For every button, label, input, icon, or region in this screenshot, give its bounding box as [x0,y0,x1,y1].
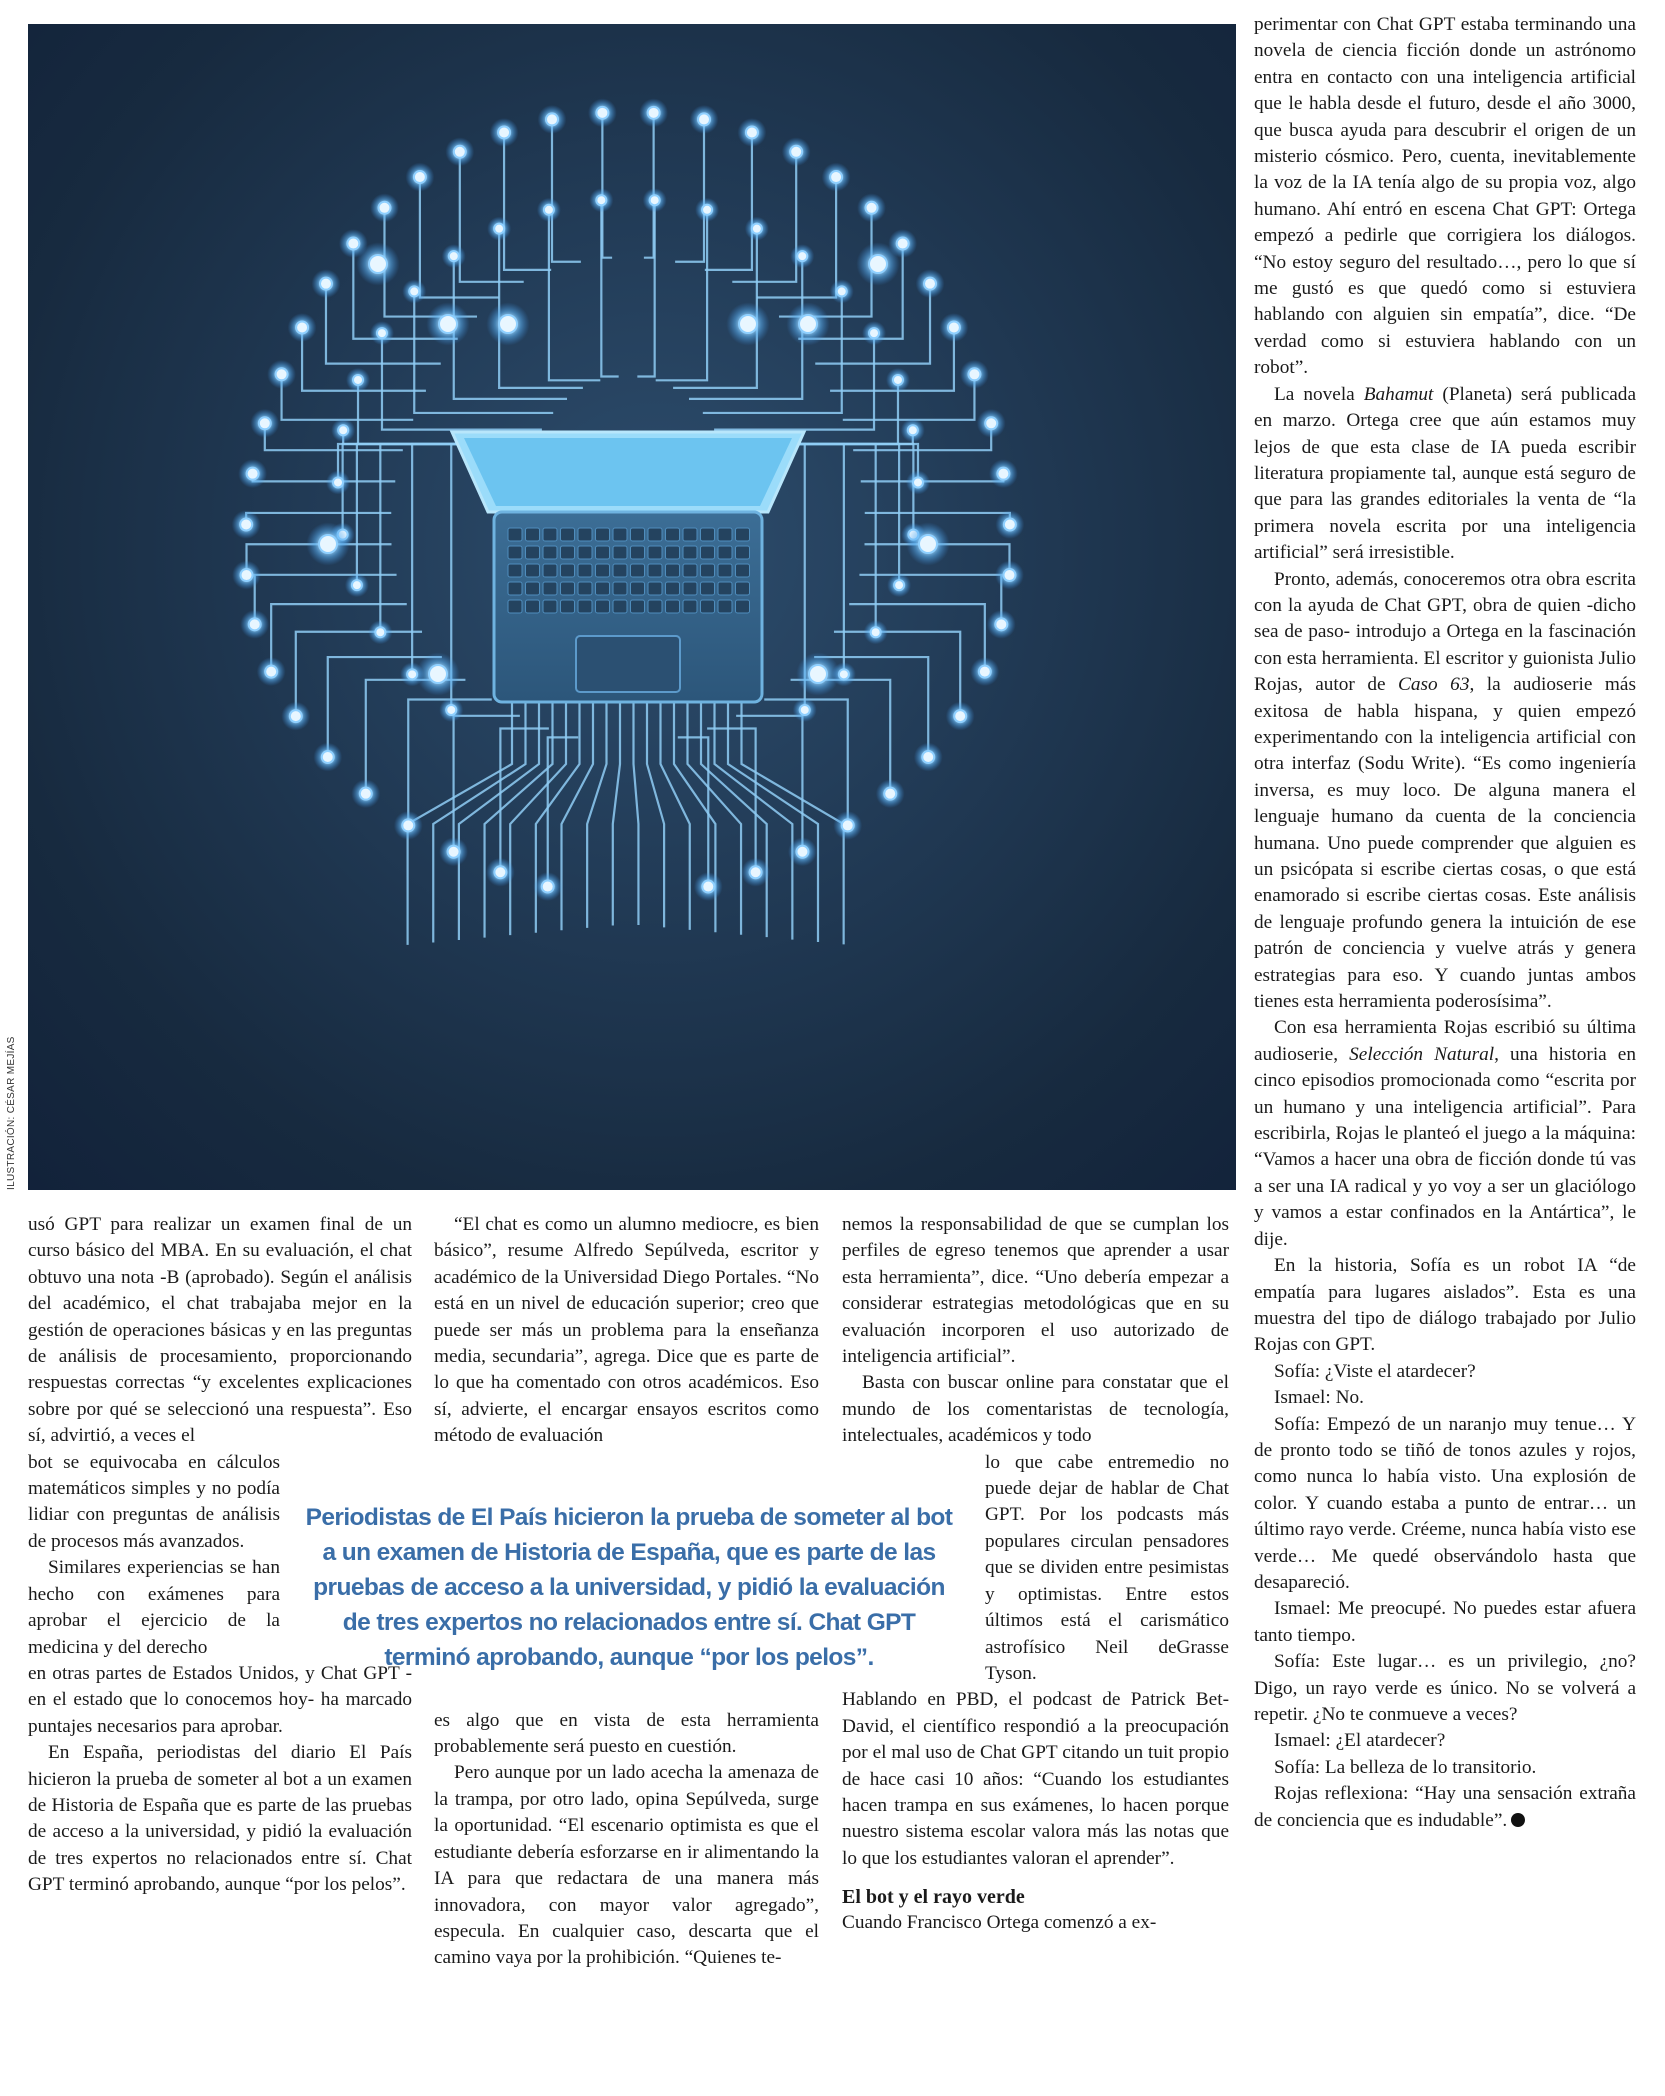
circuit-node [360,788,372,800]
circuit-trace [485,702,553,938]
keyboard-key [718,582,732,595]
circuit-node [884,788,896,800]
keyboard-key [648,564,662,577]
paragraph: perimentar con Chat GPT estaba terminando una novela de ciencia ficción donde un astrónomo entra en contacto con una inteligencia artificial que le habla desde el futuro, desde el año 3000, que busca ayuda para descubrir el origen de un misterio cósmico. Pero, cuenta, inevitablemente la voz de la IA tenía algo de su propia voz, algo humano. Ahí entró en escena Chat GPT: Ortega empezó a pedirle que corrigiera los diálogos. “No estoy seguro del resultado…, pero lo que sí me gustó es que quedó como si estuviera hablando con alguien sin empatía”, dice. “De verdad como si estuviera hablando con un robot”. [1254,14,1636,379]
dialogue-line: Ismael: Me preocupé. No puedes estar afuera tanto tiempo. [1254,1598,1636,1646]
illustration-credit: ILUSTRACIÓN: CÉSAR MEJÍAS [6,1036,17,1190]
keyboard-key [526,528,540,541]
dialogue-line: Sofía: Este lugar… es un privilegio, ¿no? Digo, un rayo verde es único. No se volverá a repetir. ¿No te conmueve a veces? [1254,1651,1636,1725]
section-subhead: El bot y el rayo verde [842,1886,1025,1909]
circuit-node [369,255,387,273]
circuit-node [338,425,348,435]
circuit-node [446,705,456,715]
circuit-node [809,665,827,683]
paragraph: es algo que en vista de esta herramienta probablemente será puesto en cuestión. [434,1709,819,1758]
circuit-node [352,580,362,590]
dialogue-line: Ismael: ¿El atardecer? [1274,1730,1446,1752]
keyboard-key [701,582,715,595]
circuit-node [922,751,934,763]
circuit-node [752,224,762,234]
keyboard-key [736,546,750,559]
circuit-node [353,375,363,385]
keyboard-key [683,600,697,613]
keyboard-key [613,546,627,559]
circuit-node [893,375,903,385]
keyboard-key [666,564,680,577]
circuit-trace [549,210,600,381]
paragraph: Con esa herramienta Rojas escribió su última audioserie, Selección Natural, una historia en cinco episodios promocionada como “escrita por un humano y una inteligencia artificial”. Para escribirla, Rojas le planteó el juego a la máquina: “Vamos a hacer una obra de ficción donde tú vas a ser una IA radical y yo voy a ser un glaciólogo y vamos a estar confinados en la Antártica”, le dije. [1254,1017,1637,1250]
keyboard-key [543,564,557,577]
circuit-trace [255,575,397,625]
circuit-node [290,710,302,722]
circuit-trace [613,702,620,925]
paragraph: nemos la responsabilidad de que se cumplan los perfiles de egreso tenemos que aprender a usar esta herramienta”, dice. “Uno debería empezar a considerar estrategias metodológicas que en su evaluación incorporen el uso autorizado de inteligencia artificial”. [842,1214,1229,1368]
circuit-node [746,126,758,138]
circuit-trace [859,575,1001,625]
keyboard-key [526,564,540,577]
circuit-trace [459,702,539,940]
circuit-trace [714,333,874,430]
keyboard-key [578,546,592,559]
end-mark-icon [1511,1813,1525,1827]
keyboard-key [666,600,680,613]
keyboard-key [666,546,680,559]
column-4 [1254,12,1636,1834]
paragraph: Pero aunque por un lado acecha la amenaza de la trampa, por otro lado, opina Sepúlveda, surge la oportunidad. “El escenario optimista es que el estudiante debería esforzarse en ir alimentando la IA para que redactara de una manera más innovadora, con mayor valor agregado”, especula. En cualquier caso, descarta que el camino vaya por la prohibición. “Quienes te- [434,1762,819,1969]
keyboard-key [508,528,522,541]
circuit-node [954,710,966,722]
circuit-node [897,238,909,250]
keyboard-key [736,528,750,541]
circuit-node [247,468,259,480]
paragraph: lo que cabe entremedio no puede dejar de hablar de Chat GPT. Por los podcasts más populares circulan pensadores que se dividen entre pesimistas y optimistas. Entre estos últimos está el carismático astrofísico Neil deGrasse Tyson. [985,1451,1229,1684]
keyboard-key [718,546,732,559]
circuit-node [259,417,271,429]
circuit-node [799,315,817,333]
circuit-node [995,618,1007,630]
circuit-node [924,278,936,290]
keyboard-key [526,546,540,559]
keyboard-key [561,564,575,577]
circuit-node [830,171,842,183]
paragraph: En España, periodistas del diario El País hicieron la prueba de someter al bot a un examen de Historia de España que es parte de las pruebas de acceso a la universidad, y pidió la evaluación de tres expertos no relacionados entre sí. Chat GPT terminó aprobando, aunque “por los pelos”. [28,1742,412,1896]
keyboard-key [613,564,627,577]
book-title: Bahamut [1363,383,1434,405]
keyboard-key [683,528,697,541]
circuit-node [499,315,517,333]
series-title: Caso 63 [1398,674,1470,696]
paragraph: “El chat es como un alumno mediocre, es bien básico”, resume Alfredo Sepúlveda, escritor y académico de la Universidad Diego Portales. “No está en un nivel de educación superior; creo que puede ser más un problema para la enseñanza media, secundaria”, agrega. Dice que es parte de lo que ha comentado con otros académicos. Eso sí, advierte, el encargar ensayos escritos como método de evaluación [434,1214,819,1447]
circuit-node [322,751,334,763]
keyboard-key [596,564,610,577]
circuit-node [1003,569,1015,581]
circuit-node [449,251,459,261]
paragraph: usó GPT para realizar un examen final de un curso básico del MBA. En su evaluación, el chat obtuvo una nota -B (aprobado). Según el análisis del académico, el chat trabajaba mejor en la gestión de operaciones básicas y en las preguntas de análisis de procesamiento, proporcionando respuestas correctas “y excelentes explicaciones sobre por qué se seleccionó una respuesta”. Eso sí, advirtió, a veces el [28,1214,412,1447]
circuit-node [871,627,881,637]
circuit-node [596,107,608,119]
keyboard-key [561,528,575,541]
keyboard-key [701,528,715,541]
circuit-node [319,535,337,553]
keyboard-key [596,582,610,595]
circuit-node [866,202,878,214]
keyboard-key [578,582,592,595]
keyboard-key [508,600,522,613]
keyboard-key [648,600,662,613]
keyboard-key [596,528,610,541]
keyboard-key [718,528,732,541]
circuit-node [650,195,660,205]
keyboard-key [543,600,557,613]
dialogue-line: Sofía: La belleza de lo transitorio. [1274,1756,1537,1778]
circuit-node [908,425,918,435]
circuit-node [320,278,332,290]
circuit-node [869,255,887,273]
circuit-trace [732,152,796,282]
keyboard-key [631,582,645,595]
keyboard-key [526,600,540,613]
keyboard-key [666,528,680,541]
circuit-node [596,195,606,205]
dialogue-line: Sofía: Empezó de un naranjo muy tenue… Y de pronto todo se tiñó de tonos azules y rojos, como nunca lo había visto. Una explosión de color. Y cuando estaba a punto de entrar… un último rayo verde. Créeme, nunca había visto ese verde… Me quedé observándolo hasta que desapareció. [1254,1413,1636,1593]
circuit-node [347,238,359,250]
circuit-node [378,202,390,214]
circuit-node [542,881,554,893]
keyboard-key [718,600,732,613]
paragraph: Hablando en PBD, el podcast de Patrick Bet-David, el científico respondió a la preocupación por el mal uso de Chat GPT citando un tuit propio de hace casi 10 años: “Cuando los estudiantes hacen trampa en sus exámenes, lo hacen porque nuestro sistema escolar valora más las notas que lo que los estudiantes valoran el aprender”. [842,1689,1229,1869]
circuit-brain-graphic [28,24,1236,1190]
circuit-trace [246,513,391,525]
keyboard-key [596,546,610,559]
keyboard-key [631,564,645,577]
keyboard-key [683,582,697,595]
keyboard-key [508,546,522,559]
circuit-trace [460,152,524,282]
circuit-trace [602,113,612,258]
circuit-node [241,569,253,581]
circuit-node [409,286,419,296]
circuit-node [739,315,757,333]
circuit-node [448,846,460,858]
circuit-node [797,251,807,261]
paragraph: La novela Bahamut (Planeta) será publicada en marzo. Ortega cree que aún estamos muy lejos de que esta clase de IA pueda escribir literatura propiamente tal, aunque está seguro de que para las grandes editoriales la venta de “la primera novela escrita por una inteligencia artificial” será irresistible. [1254,383,1637,564]
laptop-icon [452,432,804,702]
keyboard-key [648,582,662,595]
circuit-trace [634,702,639,925]
circuit-trace [701,702,767,937]
circuit-trace [587,702,606,928]
keyboard-key [666,582,680,595]
circuit-node [837,286,847,296]
circuit-node [240,519,252,531]
keyboard-key [578,600,592,613]
circuit-node [429,665,447,683]
circuit-node [979,666,991,678]
keyboard-key [631,528,645,541]
circuit-node [869,328,879,338]
keyboard-key [613,528,627,541]
circuit-node [494,224,504,234]
circuit-trace [382,333,542,430]
keyboard-key [718,564,732,577]
circuit-node [796,846,808,858]
keyboard-key [543,546,557,559]
circuit-node [842,819,854,831]
paragraph: Pronto, además, conoceremos otra obra escrita con la ayuda de Chat GPT, obra de quien -dicho sea de paso- introdujo a Ortega en la fascinación con esta herramienta. El escritor y guionista Julio Rojas, autor de Caso 63, la audioserie más exitosa de habla hispana, y quien empezó experimentando con la inteligencia artificial con otra interfaz (Sodu Write). “Es como ingeniería inversa, es muy loco. De alguna manera el lenguaje humano da cuenta de la conciencia humana. Uno puede comprender que alguien es un psicópata si escribe ciertas cosas, o que está enamorado si escribe ciertas cosas. Este análisis de lenguaje profundo genera la intuición de ese patrón de conciencia y vuelve atrás y genera estrategias para eso. Y cuando juntas ambos tienes esta herramienta poderosísima”. [1254,568,1636,1013]
circuit-node [790,146,802,158]
circuit-node [498,126,510,138]
circuit-node [249,618,261,630]
circuit-node [985,417,997,429]
keyboard-key [578,528,592,541]
keyboard-key [561,546,575,559]
paragraph: Similares experiencias se han hecho con exámenes para aprobar el ejercicio de la medicina y del derecho [28,1557,280,1658]
keyboard-key [613,600,627,613]
circuit-node [414,171,426,183]
circuit-node [913,477,923,487]
circuit-node [265,666,277,678]
circuit-node [494,866,506,878]
circuit-trace [678,737,709,886]
closing-paragraph: Rojas reflexiona: “Hay una sensación extraña de conciencia que es indudable”. [1254,1783,1636,1831]
keyboard-key [736,600,750,613]
brain-circuit-illustration [28,24,1236,1190]
keyboard-key [578,564,592,577]
circuit-node [454,146,466,158]
circuit-node [377,328,387,338]
circuit-node [948,322,960,334]
circuit-node [839,669,849,679]
keyboard-key [701,546,715,559]
keyboard-key [648,546,662,559]
circuit-node [333,477,343,487]
circuit-trace [637,200,654,376]
keyboard-key [526,582,540,595]
circuit-node [919,535,937,553]
pull-quote: Periodistas de El País hicieron la prueba de someter al bot a un examen de Historia de España, que es parte de las pruebas de acceso a la universidad, y pidió la evaluación de tres expertos no relacionados entre sí. Chat GPT terminó aprobando, aunque “por los pelos”. [305,1504,953,1671]
dialogue-line: Ismael: No. [1274,1387,1364,1409]
paragraph: bot se equivocaba en cálculos matemáticos simples y no podía lidiar con preguntas de análisis de procesos más avanzados. [28,1451,280,1552]
circuit-node [750,866,762,878]
circuit-trace [861,474,1004,482]
keyboard-key [613,582,627,595]
keyboard-key [631,546,645,559]
circuit-node [702,881,714,893]
paragraph: En la historia, Sofía es un robot IA “de empatía para lugares aislados”. Esta es una muestra del tipo de diálogo trabajado por Julio Rojas con GPT. [1254,1255,1636,1356]
circuit-trace [644,113,654,258]
circuit-node [800,705,810,715]
circuit-node [544,205,554,215]
keyboard-key [561,600,575,613]
circuit-node [1004,519,1016,531]
circuit-trace [656,210,707,381]
keyboard-key [648,528,662,541]
circuit-node [702,205,712,215]
keyboard-key [631,600,645,613]
circuit-trace [552,119,581,261]
circuit-node [968,368,980,380]
circuit-node [648,107,660,119]
circuit-node [407,669,417,679]
keyboard-key [561,582,575,595]
keyboard-key [701,600,715,613]
circuit-trace [715,702,793,940]
circuit-node [894,580,904,590]
circuit-node [698,113,710,125]
circuit-node [439,315,457,333]
paragraph: Basta con buscar online para constatar que el mundo de los comentaristas de tecnología, intelectuales, académicos y todo [842,1372,1229,1447]
circuit-trace [601,200,618,376]
keyboard-key [543,582,557,595]
circuit-trace [675,119,704,261]
keyboard-key [508,564,522,577]
paragraph: en otras partes de Estados Unidos, y Chat GPT -en el estado que lo conocemos hoy- ha marcado puntajes necesarios para aprobar. [28,1662,412,1737]
circuit-trace [253,474,396,482]
circuit-node [296,322,308,334]
keyboard-key [683,564,697,577]
paragraph: Cuando Francisco Ortega comenzó a ex- [842,1912,1157,1934]
circuit-node [997,468,1009,480]
keyboard-key [543,528,557,541]
series-title: Selección Natural [1349,1043,1495,1065]
keyboard-key [701,564,715,577]
circuit-node [402,819,414,831]
keyboard-key [736,564,750,577]
keyboard-key [596,600,610,613]
circuit-trace [865,513,1010,525]
keyboard-key [508,582,522,595]
circuit-node [276,368,288,380]
circuit-node [375,627,385,637]
circuit-node [546,113,558,125]
keyboard-key [736,582,750,595]
keyboard-key [683,546,697,559]
dialogue-line: Sofía: ¿Viste el atardecer? [1274,1360,1476,1382]
